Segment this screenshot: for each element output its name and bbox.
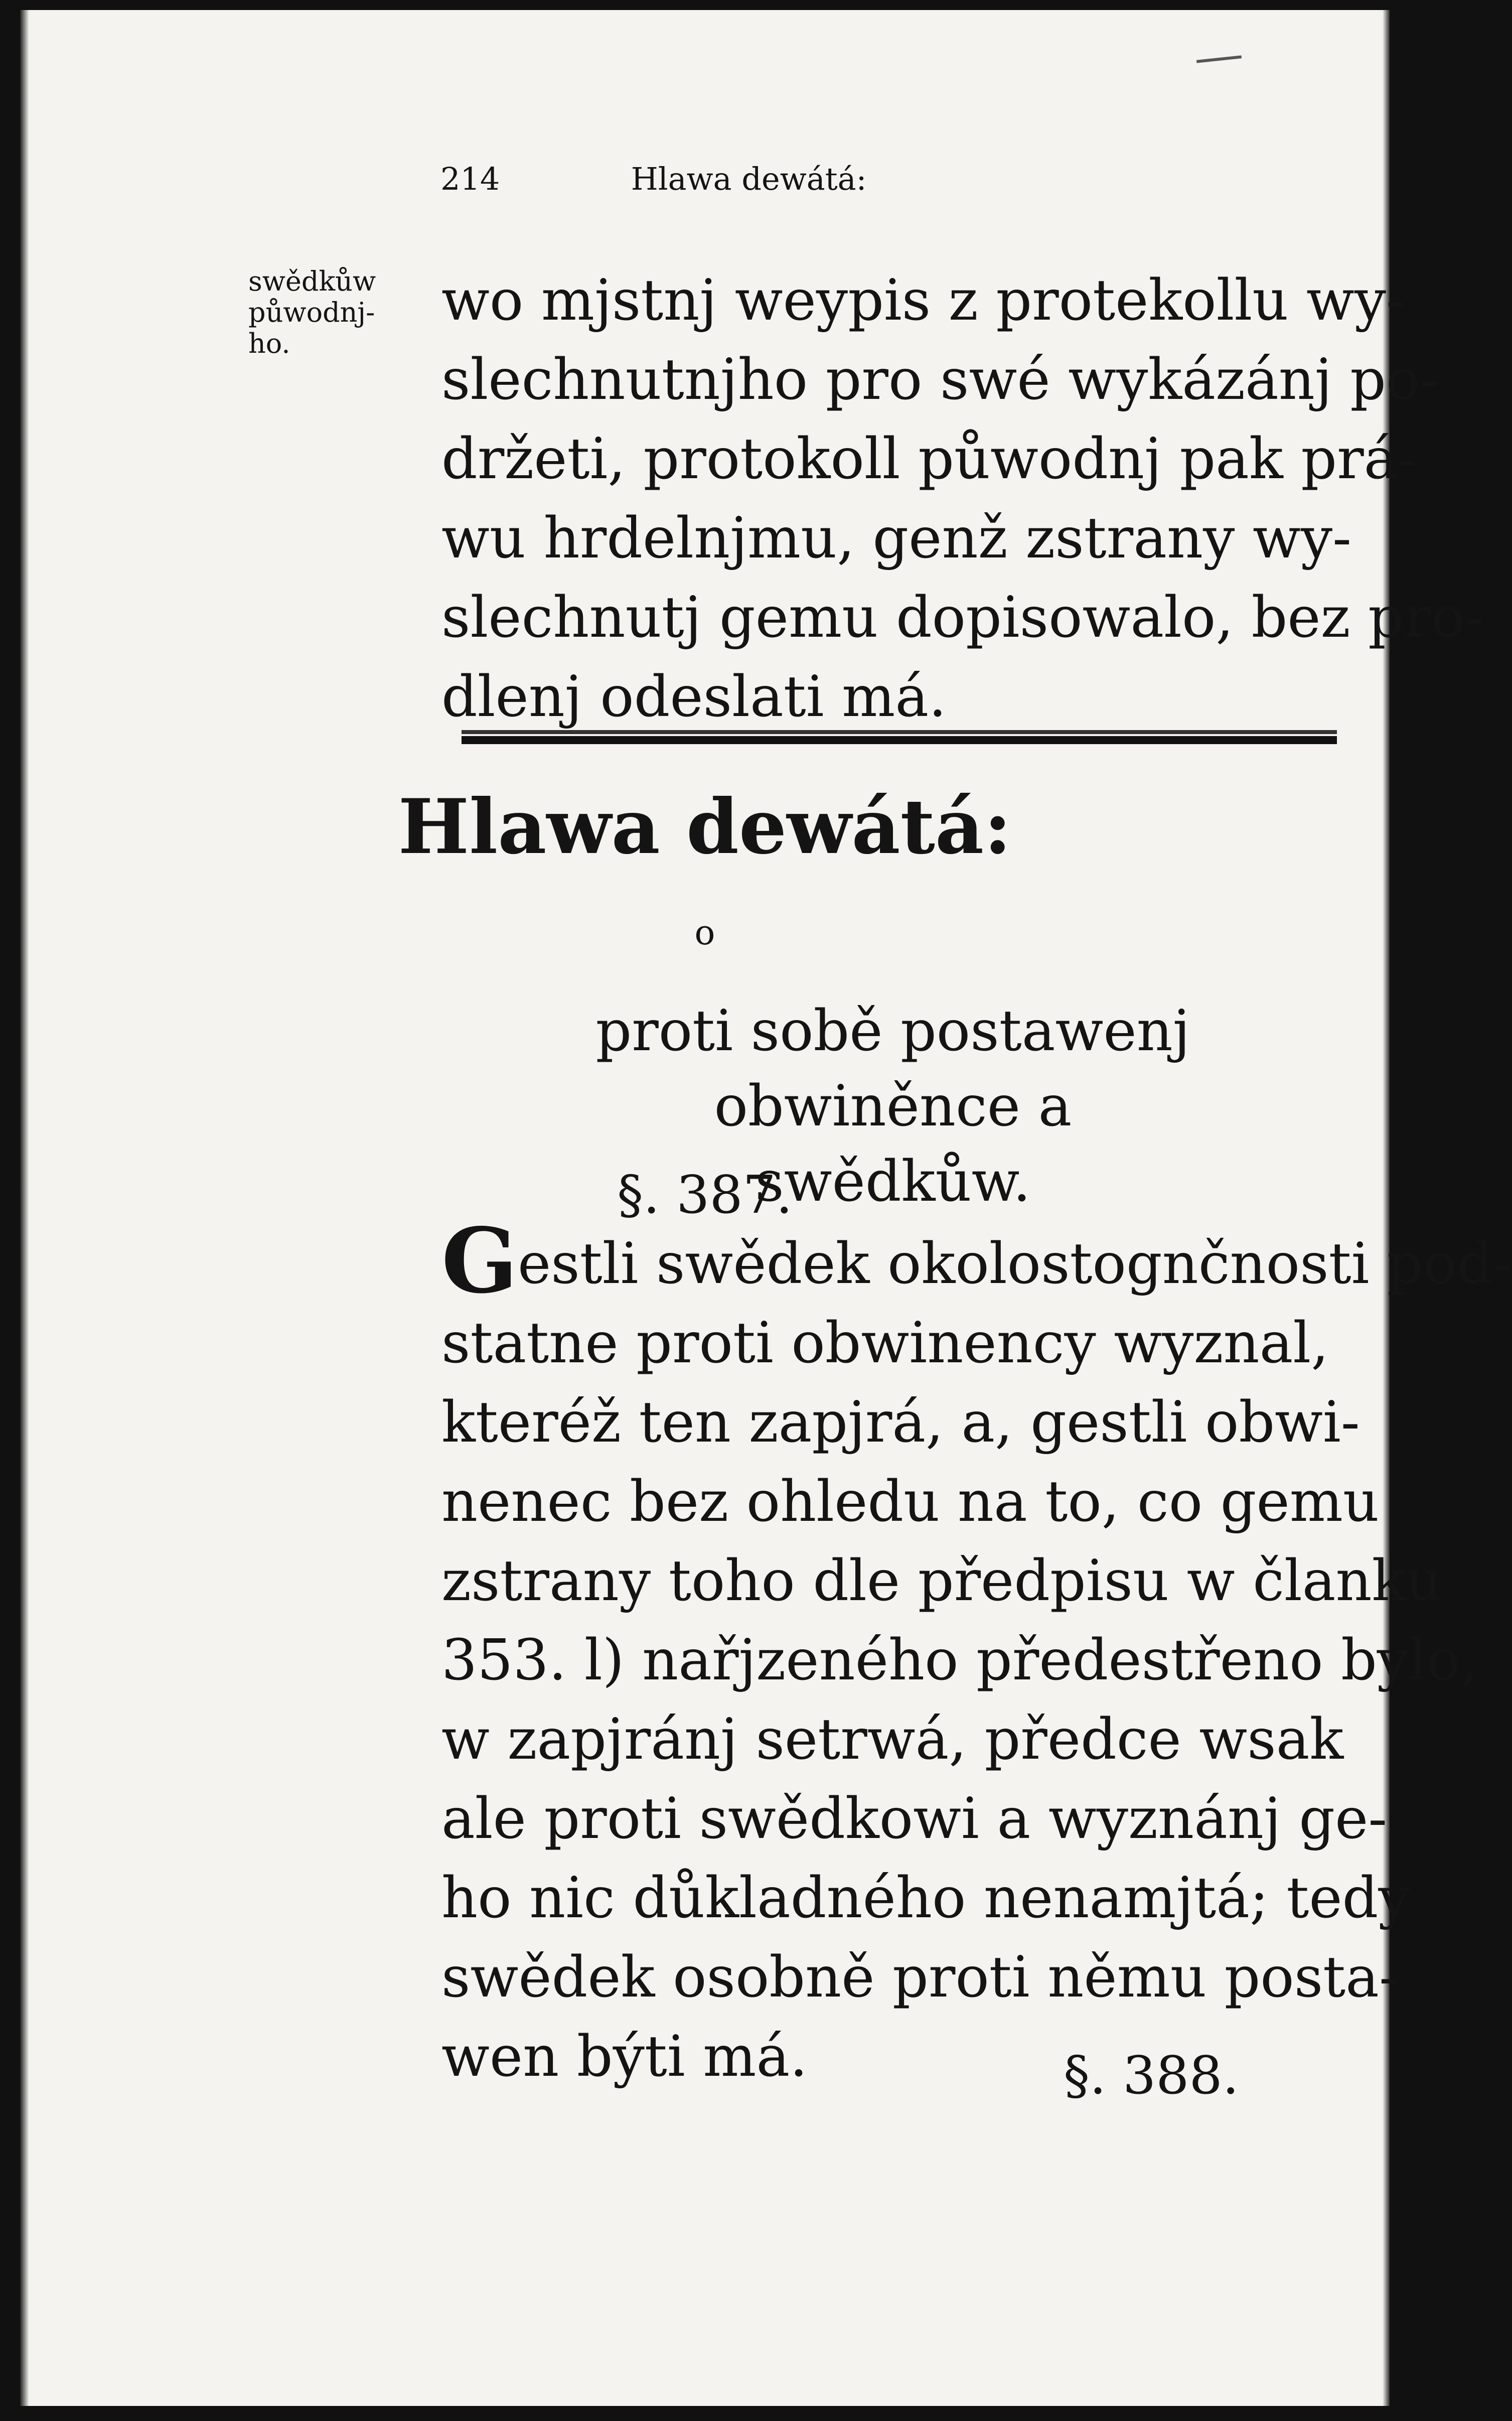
text-line: ale proti swědkowi a wyznánj ge- xyxy=(441,1786,1388,1852)
text-line: slechnutnjho pro swé wykázánj po- xyxy=(441,347,1439,412)
text-line: swědek osobně proti němu posta- xyxy=(441,1945,1398,2010)
subtitle-line: swědkůw. xyxy=(755,1149,1031,1214)
text-line: ho nic důkladného nenamjtá; tedy xyxy=(441,1866,1410,1931)
text-line: dlenj odeslati má. xyxy=(441,664,947,730)
text-line: držeti, protokoll půwodnj pak prá- xyxy=(441,426,1417,492)
margin-note-line: swědkůw xyxy=(248,265,376,297)
text-line: statne proti obwinency wyznal, xyxy=(441,1311,1329,1376)
text-line: wo mjstnj weypis z protekollu wy- xyxy=(441,268,1406,333)
text-line: kteréž ten zapjrá, a, gestli obwi- xyxy=(441,1390,1360,1455)
text-line: wen býti má. xyxy=(441,2024,808,2089)
chapter-preposition: o xyxy=(694,913,715,953)
chapter-divider-rule xyxy=(462,730,1337,744)
text-line: nenec bez ohledu na to, co gemu xyxy=(441,1469,1380,1534)
subtitle-line: proti sobě postawenj obwiněnce a xyxy=(595,999,1190,1139)
drop-cap: G xyxy=(441,1208,518,1313)
text-line: zstrany toho dle předpisu w članku xyxy=(441,1548,1442,1614)
margin-note-line: ho. xyxy=(248,328,290,359)
page-number: 214 xyxy=(440,161,500,197)
running-header xyxy=(440,161,867,197)
margin-note-line: půwodnj- xyxy=(248,297,375,328)
margin-note xyxy=(248,266,409,359)
stray-ink-mark xyxy=(1196,55,1242,63)
chapter-title: Hlawa dewátá: xyxy=(398,783,1012,871)
section-heading-387: §. 387. xyxy=(617,1164,793,1225)
text-line xyxy=(441,1208,1512,1313)
section-heading-388: §. 388. xyxy=(1064,2045,1239,2106)
text-line: w zapjránj setrwá, předce wsak xyxy=(441,1707,1344,1772)
running-title: Hlawa dewátá: xyxy=(631,161,867,197)
text-line: 353. l) nařjzeného předestřeno bylo, xyxy=(441,1628,1478,1693)
text-line: wu hrdelnjmu, genž zstrany wy- xyxy=(441,506,1351,571)
section-387-body xyxy=(441,1208,1512,2096)
text-line-rest: estli swědek okolostognčnosti pod- xyxy=(518,1231,1512,1297)
book-page xyxy=(20,10,1512,2406)
paragraph-1 xyxy=(441,261,1484,737)
text-line: slechnutj gemu dopisowalo, bez pro- xyxy=(441,585,1484,650)
